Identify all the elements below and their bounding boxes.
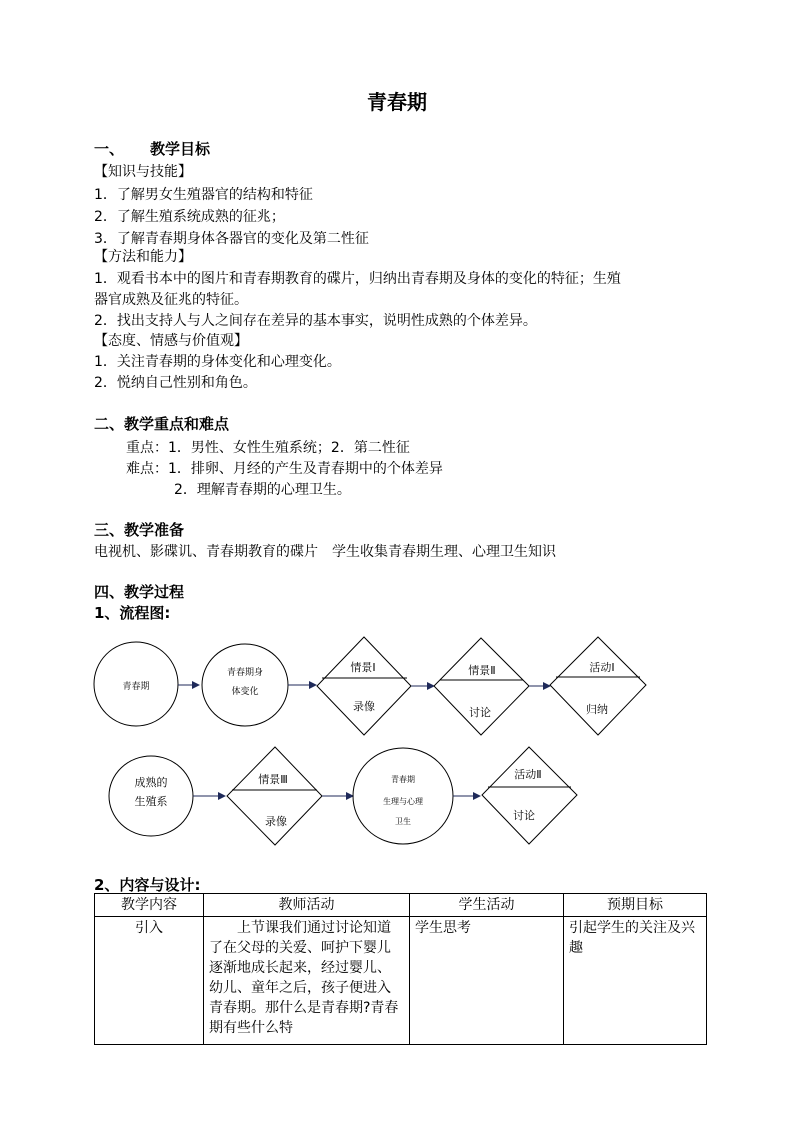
- content-design-table: [94, 893, 707, 1045]
- flow-node-diamond-activity-1: [550, 637, 646, 735]
- table-header-teacher: 教师活动: [204, 894, 410, 917]
- table-header-content: 教学内容: [95, 894, 204, 917]
- flow-label-activity-1-top: 活动Ⅰ: [589, 661, 615, 674]
- knowledge-skills-label: 【知识与技能】: [94, 164, 192, 180]
- section-3-heading: 三、教学准备: [94, 521, 185, 539]
- method-item-1-line-2: 器官成熟及征兆的特征。: [94, 292, 248, 308]
- method-ability-label: 【方法和能力】: [94, 249, 192, 265]
- design-label: 2、内容与设计:: [94, 876, 201, 894]
- flow-label-scene-3-bottom: 录像: [265, 815, 287, 828]
- knowledge-item-2: 2．了解生殖系统成熟的征兆；: [94, 209, 285, 225]
- flow-node-diamond-activity-2: [482, 747, 577, 844]
- flow-node-diamond-scene-1: [317, 637, 411, 735]
- flow-node-diamond-scene-3: [227, 747, 322, 845]
- knowledge-item-1: 1．了解男女生殖器官的结构和特征: [94, 187, 313, 203]
- table-header-goal: 预期目标: [564, 894, 707, 917]
- table-row: [95, 917, 707, 1045]
- attitude-item-1: 1．关注青春期的身体变化和心理变化。: [94, 354, 341, 370]
- table-cell-teacher: 上节课我们通过讨论知道了在父母的关爱、呵护下婴儿逐渐地成长起来，经过婴儿、幼儿、童年之后，孩子便进入青春期。那什么是青春期?青春期有些什么特: [204, 917, 410, 1045]
- flow-label-body-change-1: 青春期身: [226, 668, 264, 678]
- flow-label-scene-1-bottom: 录像: [353, 700, 375, 713]
- flow-node-circle-hygiene: [353, 748, 453, 844]
- flow-label-mature-1: 成熟的: [134, 776, 168, 789]
- section-1-heading-number: 一、: [94, 140, 125, 158]
- flow-label-hygiene-2: 生理与心理: [383, 797, 423, 806]
- flow-label-activity-1-bottom: 归纳: [586, 703, 608, 716]
- table-cell-goal: 引起学生的关注及兴趣: [564, 917, 707, 1045]
- flow-label-mature-2: 生殖系: [134, 795, 168, 808]
- flow-label-scene-3-top: 情景Ⅲ: [258, 773, 288, 786]
- flow-node-circle-body-change: [202, 644, 288, 726]
- flow-label-youth: 青春期: [122, 682, 150, 692]
- method-item-2: 2．找出支持人与人之间存在差异的基本事实，说明性成熟的个体差异。: [94, 313, 537, 329]
- method-item-1-line-1: 1．观看书本中的图片和青春期教育的碟片，归纳出青春期及身体的变化的特征；生殖: [94, 271, 621, 287]
- key-point: 重点：1．男性、女性生殖系统；2．第二性征: [126, 440, 410, 456]
- preparation-text: 电视机、影碟讥、青春期教育的碟片 学生收集青春期生理、心理卫生知识: [94, 544, 556, 560]
- knowledge-item-3: 3．了解青春期身体各器官的变化及第二性征: [94, 231, 369, 247]
- flow-node-diamond-scene-2: [434, 638, 529, 735]
- section-4-heading: 四、教学过程: [94, 583, 185, 601]
- flow-label-body-change-2: 体变化: [231, 687, 259, 697]
- flow-label-activity-2-top: 活动Ⅱ: [514, 768, 542, 781]
- table-header-student: 学生活动: [410, 894, 564, 917]
- flow-label-hygiene-3: 卫生: [395, 817, 411, 826]
- flow-label-hygiene-1: 青春期: [391, 775, 415, 784]
- attitude-item-2: 2．悦纳自己性别和角色。: [94, 375, 257, 391]
- flow-label-scene-2-top: 情景Ⅱ: [468, 664, 496, 677]
- attitude-label: 【态度、情感与价值观】: [94, 333, 248, 349]
- table-cell-content: 引入: [95, 917, 204, 1045]
- page-title: 青春期: [367, 90, 427, 114]
- flow-label-activity-2-bottom: 讨论: [513, 809, 535, 822]
- flow-label-scene-1-top: 情景Ⅰ: [350, 661, 376, 674]
- table-cell-student: 学生思考: [410, 917, 564, 1045]
- difficult-point-2: 2．理解青春期的心理卫生。: [174, 482, 351, 498]
- difficult-point-1: 难点：1．排卵、月经的产生及青春期中的个体差异: [126, 461, 443, 477]
- section-1-heading: 教学目标: [150, 140, 211, 158]
- flowchart-label: 1、流程图:: [94, 604, 171, 622]
- table-header-row: [95, 894, 707, 917]
- flow-label-scene-2-bottom: 讨论: [469, 706, 491, 719]
- section-2-heading: 二、教学重点和难点: [94, 415, 230, 433]
